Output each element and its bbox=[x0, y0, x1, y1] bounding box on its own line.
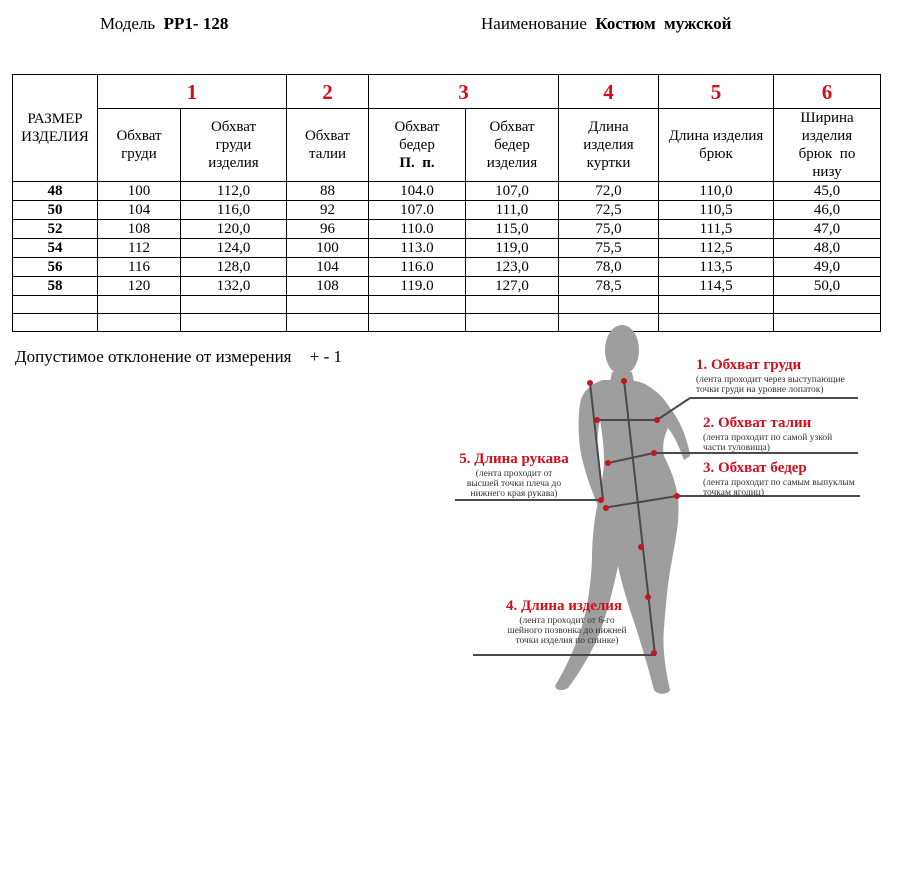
header-line: изделия bbox=[486, 155, 538, 171]
size-header-line: РАЗМЕР bbox=[27, 111, 83, 127]
label-note: (лента проходит по самой узкой bbox=[703, 433, 833, 443]
value-cell: 111,0 bbox=[466, 201, 559, 220]
header-line: П. п. bbox=[399, 155, 435, 171]
header-line: низу bbox=[812, 164, 842, 180]
value-cell: 107,0 bbox=[466, 182, 559, 201]
header-line: брюк bbox=[699, 146, 733, 162]
value-cell: 104 bbox=[287, 258, 369, 277]
tolerance-value: + - 1 bbox=[309, 347, 342, 366]
label-note: точкам ягодиц) bbox=[703, 488, 765, 498]
value-cell: 104 bbox=[98, 201, 181, 220]
value-cell: 116 bbox=[98, 258, 181, 277]
value-cell: 119.0 bbox=[369, 277, 466, 296]
label-waist-girth bbox=[703, 415, 832, 453]
header-line: талии bbox=[308, 146, 347, 162]
label-sleeve-length bbox=[459, 451, 569, 499]
value-cell: 78,0 bbox=[559, 258, 659, 277]
value-cell: 110,0 bbox=[659, 182, 774, 201]
value-cell: 113.0 bbox=[369, 239, 466, 258]
name-value: Костюм мужской bbox=[595, 14, 732, 33]
header-line: груди bbox=[121, 146, 157, 162]
header-line: куртки bbox=[586, 155, 631, 171]
value-cell: 92 bbox=[287, 201, 369, 220]
value-cell: 100 bbox=[98, 182, 181, 201]
label-chest-girth bbox=[696, 357, 845, 395]
header-line: груди bbox=[215, 137, 252, 153]
value-cell: 100 bbox=[287, 239, 369, 258]
size-cell: 58 bbox=[13, 277, 98, 296]
label-title: 5. Длина рукава bbox=[459, 451, 569, 467]
value-cell: 72,0 bbox=[559, 182, 659, 201]
value-cell: 108 bbox=[98, 220, 181, 239]
label-note: (лента проходит от bbox=[475, 469, 553, 479]
value-cell: 112,5 bbox=[659, 239, 774, 258]
size-header-line: ИЗДЕЛИЯ bbox=[21, 129, 89, 145]
value-cell: 104.0 bbox=[369, 182, 466, 201]
group-number-4: 4 bbox=[559, 75, 659, 109]
header-line: изделия bbox=[583, 137, 634, 153]
value-cell: 132,0 bbox=[181, 277, 287, 296]
size-cell: 50 bbox=[13, 201, 98, 220]
label-title: 4. Длина изделия bbox=[505, 598, 623, 614]
label-note: нижнего края рукава) bbox=[470, 489, 558, 499]
model-label: Модель bbox=[100, 14, 156, 33]
value-cell: 113,5 bbox=[659, 258, 774, 277]
label-note: (лента проходит по самым выпуклым bbox=[703, 478, 855, 488]
value-cell: 127,0 bbox=[466, 277, 559, 296]
value-cell: 75,5 bbox=[559, 239, 659, 258]
label-note: точки груди на уровне лопаток) bbox=[696, 385, 824, 395]
label-note: (лента проходит от 6-го bbox=[519, 616, 615, 626]
value-cell: 110,5 bbox=[659, 201, 774, 220]
value-cell: 116.0 bbox=[369, 258, 466, 277]
value-cell: 96 bbox=[287, 220, 369, 239]
header-line: Длина изделия bbox=[668, 128, 764, 144]
header-line: Обхват bbox=[116, 128, 162, 144]
value-cell: 119,0 bbox=[466, 239, 559, 258]
label-note: высшей точки плеча до bbox=[466, 479, 562, 489]
label-note: шейного позвонка до нижней bbox=[507, 626, 627, 636]
value-cell: 112,0 bbox=[181, 182, 287, 201]
size-cell: 48 bbox=[13, 182, 98, 201]
header-line: бедер bbox=[399, 137, 435, 153]
group-number-3: 3 bbox=[369, 75, 559, 109]
label-note: точки изделия по спинке) bbox=[515, 636, 619, 646]
header-line: Ширина bbox=[800, 110, 854, 126]
value-cell: 124,0 bbox=[181, 239, 287, 258]
header-line: бедер bbox=[494, 137, 530, 153]
value-cell: 45,0 bbox=[774, 182, 881, 201]
label-note: части туловища) bbox=[703, 443, 770, 453]
value-cell: 48,0 bbox=[774, 239, 881, 258]
value-cell: 120,0 bbox=[181, 220, 287, 239]
label-garment-length bbox=[506, 598, 627, 646]
label-title: 2. Обхват талии bbox=[703, 415, 812, 431]
group-number-6: 6 bbox=[774, 75, 881, 109]
label-hip-girth bbox=[703, 460, 855, 498]
header-line: Обхват bbox=[394, 119, 440, 135]
label-title: 1. Обхват груди bbox=[696, 357, 802, 373]
model-value: РР1- 128 bbox=[163, 14, 229, 33]
group-number-5: 5 bbox=[659, 75, 774, 109]
value-cell: 47,0 bbox=[774, 220, 881, 239]
value-cell: 72,5 bbox=[559, 201, 659, 220]
header-line: изделия bbox=[208, 155, 259, 171]
size-cell: 54 bbox=[13, 239, 98, 258]
header-line: Обхват bbox=[489, 119, 535, 135]
label-title: 3. Обхват бедер bbox=[703, 460, 807, 476]
group-number-2: 2 bbox=[287, 75, 369, 109]
group-number-1: 1 bbox=[98, 75, 287, 109]
header-line: Обхват bbox=[304, 128, 351, 144]
header-line: Обхват bbox=[210, 119, 257, 135]
value-cell: 128,0 bbox=[181, 258, 287, 277]
value-cell: 123,0 bbox=[466, 258, 559, 277]
value-cell: 78,5 bbox=[559, 277, 659, 296]
header-line: Длина bbox=[588, 119, 629, 135]
value-cell: 112 bbox=[98, 239, 181, 258]
value-cell: 114,5 bbox=[659, 277, 774, 296]
value-cell: 107.0 bbox=[369, 201, 466, 220]
value-cell: 108 bbox=[287, 277, 369, 296]
label-note: (лента проходит через выступающие bbox=[696, 375, 845, 385]
value-cell: 50,0 bbox=[774, 277, 881, 296]
header-line: изделия bbox=[801, 128, 853, 144]
value-cell: 46,0 bbox=[774, 201, 881, 220]
value-cell: 49,0 bbox=[774, 258, 881, 277]
value-cell: 88 bbox=[287, 182, 369, 201]
tolerance-text: Допустимое отклонение от измерения bbox=[15, 347, 292, 366]
header-line: брюк по bbox=[798, 146, 856, 162]
size-cell: 56 bbox=[13, 258, 98, 277]
size-cell: 52 bbox=[13, 220, 98, 239]
value-cell: 111,5 bbox=[659, 220, 774, 239]
value-cell: 120 bbox=[98, 277, 181, 296]
value-cell: 110.0 bbox=[369, 220, 466, 239]
value-cell: 115,0 bbox=[466, 220, 559, 239]
value-cell: 75,0 bbox=[559, 220, 659, 239]
value-cell: 116,0 bbox=[181, 201, 287, 220]
name-label: Наименование bbox=[481, 14, 587, 33]
